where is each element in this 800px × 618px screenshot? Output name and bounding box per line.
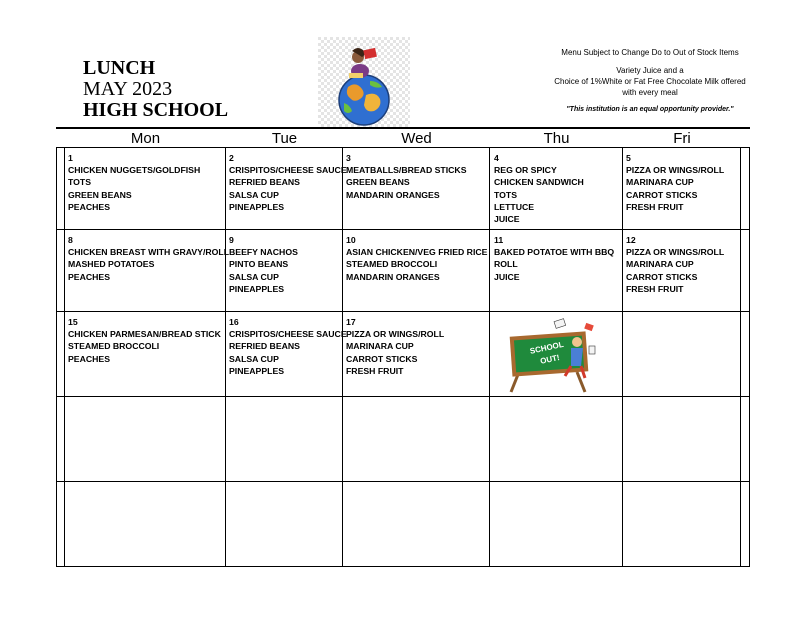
- notes-line-milk: Choice of 1%White or Fat Free Chocolate Milk offered: [554, 77, 746, 86]
- menu-item: GREEN BEANS: [68, 189, 132, 200]
- globe-reader-illustration: [318, 37, 410, 127]
- grid-line: [56, 396, 750, 397]
- grid-line: [56, 229, 750, 230]
- day-cell-tue-9: [229, 234, 298, 295]
- menu-item: MEATBALLS/BREAD STICKS: [346, 165, 467, 176]
- menu-item: LETTUCE: [494, 201, 535, 212]
- menu-item: TOTS: [68, 177, 92, 188]
- menu-item: PINTO BEANS: [229, 259, 289, 270]
- menu-item: REG OR SPICY: [494, 165, 557, 176]
- menu-item: ASIAN CHICKEN/VEG FRIED RICE: [346, 247, 488, 258]
- day-header-thu: Thu: [543, 130, 570, 147]
- menu-item: REFRIED BEANS: [229, 177, 300, 188]
- day-number: 16: [229, 317, 239, 327]
- menu-item: CHICKEN BREAST WITH GRAVY/ROLL: [68, 247, 230, 258]
- menu-item: PEACHES: [68, 201, 110, 212]
- grid-line: [740, 147, 741, 567]
- grid-line: [56, 481, 750, 482]
- day-cell-mon-8: [68, 234, 229, 283]
- school-out-chalkboard-illustration: [505, 316, 597, 394]
- menu-item: PIZZA OR WINGS/ROLL: [626, 165, 725, 176]
- menu-item: JUICE: [494, 214, 520, 225]
- day-number: 17: [346, 317, 356, 327]
- day-header-mon: Mon: [130, 130, 161, 147]
- day-cell-wed-3: [346, 152, 467, 201]
- day-number: 2: [229, 153, 234, 163]
- day-number: 4: [494, 153, 499, 163]
- menu-title: [83, 58, 228, 121]
- menu-item: CHICKEN PARMESAN/BREAD STICK: [68, 329, 221, 340]
- menu-item: GREEN BEANS: [346, 177, 410, 188]
- menu-item: CHICKEN NUGGETS/GOLDFISH: [68, 165, 201, 176]
- menu-item: JUICE: [494, 271, 520, 282]
- menu-item: PIZZA OR WINGS/ROLL: [626, 247, 725, 258]
- menu-item: STEAMED BROCCOLI: [68, 341, 160, 352]
- menu-item: FRESH FRUIT: [626, 201, 684, 212]
- header-rule: [56, 127, 750, 129]
- day-header-tue: Tue: [271, 130, 298, 147]
- menu-item: MASHED POTATOES: [68, 259, 155, 270]
- grid-line: [622, 147, 623, 567]
- menu-item: CARROT STICKS: [626, 189, 698, 200]
- day-number: 10: [346, 235, 356, 245]
- menu-item: STEAMED BROCCOLI: [346, 259, 438, 270]
- grid-line: [56, 311, 750, 312]
- menu-item: MARINARA CUP: [626, 259, 694, 270]
- menu-item: PEACHES: [68, 353, 110, 364]
- menu-item: PEACHES: [68, 271, 110, 282]
- grid-line: [489, 147, 490, 567]
- menu-item: BEEFY NACHOS: [229, 247, 298, 258]
- day-cell-fri-12: [626, 234, 724, 295]
- day-number: 12: [626, 235, 636, 245]
- day-number: 3: [346, 153, 351, 163]
- title-month: MAY 2023: [83, 78, 173, 100]
- menu-item: SALSA CUP: [229, 353, 279, 364]
- day-header-wed: Wed: [401, 130, 432, 147]
- menu-item: ROLL: [494, 259, 518, 270]
- equal-opportunity-statement: "This institution is an equal opportunity provider.": [566, 106, 734, 113]
- day-number: 5: [626, 153, 631, 163]
- title-meal: LUNCH: [83, 57, 156, 79]
- day-cell-tue-16: [229, 316, 347, 377]
- menu-item: CRISPITOS/CHEESE SAUCE: [229, 165, 347, 176]
- menu-item: PINEAPPLES: [229, 365, 285, 376]
- day-cell-mon-1: [68, 152, 200, 213]
- menu-item: PINEAPPLES: [229, 201, 285, 212]
- menu-item: PIZZA OR WINGS/ROLL: [346, 329, 445, 340]
- menu-item: PINEAPPLES: [229, 283, 285, 294]
- day-number: 9: [229, 235, 234, 245]
- menu-notes: [520, 47, 780, 115]
- menu-item: SALSA CUP: [229, 271, 279, 282]
- day-cell-mon-15: [68, 316, 221, 365]
- title-school: HIGH SCHOOL: [83, 99, 229, 121]
- grid-line: [225, 147, 226, 567]
- menu-item: MANDARIN ORANGES: [346, 271, 440, 282]
- menu-item: CHICKEN SANDWICH: [494, 177, 584, 188]
- day-number: 15: [68, 317, 78, 327]
- menu-item: CRISPITOS/CHEESE SAUCE: [229, 329, 347, 340]
- menu-item: SALSA CUP: [229, 189, 279, 200]
- svg-text:OUT!: OUT!: [539, 352, 561, 366]
- menu-item: FRESH FRUIT: [346, 365, 404, 376]
- day-cell-tue-2: [229, 152, 347, 213]
- day-cell-thu-4: [494, 152, 584, 225]
- day-cell-fri-5: [626, 152, 724, 213]
- menu-item: TOTS: [494, 189, 518, 200]
- menu-item: CARROT STICKS: [346, 353, 418, 364]
- day-number: 1: [68, 153, 73, 163]
- menu-item: REFRIED BEANS: [229, 341, 300, 352]
- day-cell-wed-10: [346, 234, 487, 283]
- menu-item: FRESH FRUIT: [626, 283, 684, 294]
- day-number: 8: [68, 235, 73, 245]
- day-cell-wed-17: [346, 316, 444, 377]
- menu-item: MARINARA CUP: [346, 341, 414, 352]
- menu-item: BAKED POTATOE WITH BBQ: [494, 247, 615, 258]
- day-header-fri: Fri: [673, 130, 691, 147]
- grid-line: [64, 147, 65, 567]
- notes-line-every-meal: with every meal: [622, 88, 678, 97]
- svg-text:SCHOOL: SCHOOL: [529, 339, 565, 356]
- day-cell-thu-11: [494, 234, 614, 283]
- menu-item: CARROT STICKS: [626, 271, 698, 282]
- day-number: 11: [494, 235, 504, 245]
- menu-item: MARINARA CUP: [626, 177, 694, 188]
- notes-line-juice: Variety Juice and a: [616, 66, 684, 75]
- menu-item: MANDARIN ORANGES: [346, 189, 440, 200]
- notes-line-change: Menu Subject to Change Do to Out of Stock Items: [561, 48, 739, 57]
